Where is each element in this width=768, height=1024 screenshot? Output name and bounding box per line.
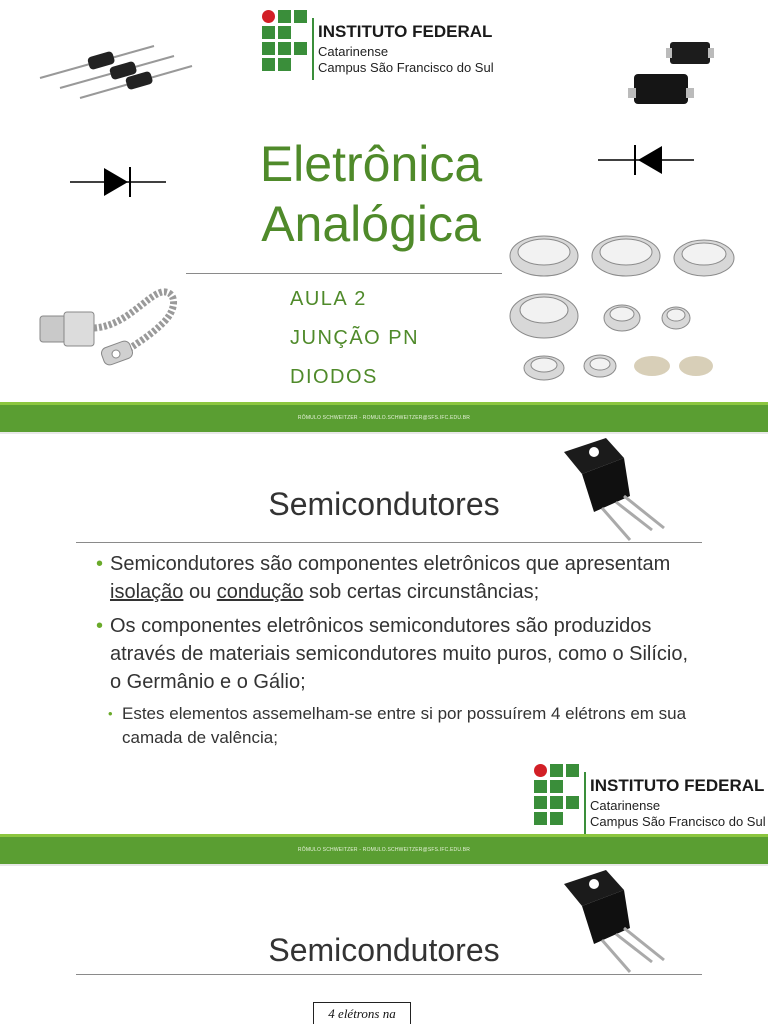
agenda-item-1: AULA 2 bbox=[290, 288, 367, 310]
term-isolacao: isolação bbox=[110, 581, 184, 603]
smd-diodes-image bbox=[626, 36, 722, 116]
slide-2 bbox=[0, 434, 768, 864]
logo-name: INSTITUTO FEDERAL bbox=[318, 22, 493, 41]
logo-line3: Campus São Francisco do Sul bbox=[318, 60, 494, 75]
logo-name: INSTITUTO FEDERAL bbox=[590, 776, 765, 795]
footer-text: RÔMULO SCHWEITZER - ROMULO.SCHWEITZER@SFS.IFC.EDU.BR bbox=[297, 847, 471, 853]
sub-bullet-1: • Estes elementos assemelham-se entre si por possuírem 4 elétrons em sua camada de valência; bbox=[96, 702, 696, 750]
footer-text: RÔMULO SCHWEITZER - ROMULO.SCHWEITZER@SFS.IFC.EDU.BR bbox=[297, 415, 471, 421]
disc-diodes-image bbox=[506, 222, 746, 384]
institute-logo-small bbox=[534, 764, 764, 836]
slide-2-divider bbox=[76, 542, 702, 543]
axial-diodes-image bbox=[36, 36, 196, 106]
diode-symbol-icon bbox=[70, 164, 168, 200]
slide-3-title: Semicondutores bbox=[268, 932, 500, 968]
term-conducao: condução bbox=[216, 581, 304, 603]
stud-diode-image bbox=[36, 276, 182, 374]
slide-1-footer bbox=[0, 402, 768, 432]
logo-line2: Catarinense bbox=[318, 44, 389, 59]
logo-line3: Campus São Francisco do Sul bbox=[590, 814, 766, 829]
institute-logo bbox=[262, 10, 522, 82]
logo-line2: Catarinense bbox=[590, 798, 661, 813]
bullet-2: • Os componentes eletrônicos semicondutores são produzidos através de materiais semicondutores muito puros, como o Silício, o Germânio e o Gálio; bbox=[96, 612, 696, 696]
title-line-2: Analógica bbox=[261, 196, 481, 252]
electron-box-label: 4 elétrons na bbox=[313, 1002, 411, 1024]
slide-3 bbox=[0, 866, 768, 1024]
title-divider bbox=[186, 273, 502, 274]
slide-2-bullets bbox=[96, 550, 696, 750]
slide-1 bbox=[0, 0, 768, 432]
agenda-item-3: DIODOS bbox=[290, 366, 378, 388]
slide-3-divider bbox=[76, 974, 702, 975]
slide-2-title: Semicondutores bbox=[268, 486, 500, 522]
title-line-1: Eletrônica bbox=[259, 136, 483, 192]
bullet-1: • Semicondutores são componentes eletrônicos que apresentam isolação ou condução sob certas circunstâncias; bbox=[96, 550, 696, 606]
slide-2-footer bbox=[0, 834, 768, 864]
diode-symbol-reversed-icon bbox=[598, 142, 696, 178]
presentation-title bbox=[186, 134, 556, 254]
agenda-item-2: JUNÇÃO PN bbox=[290, 327, 420, 349]
